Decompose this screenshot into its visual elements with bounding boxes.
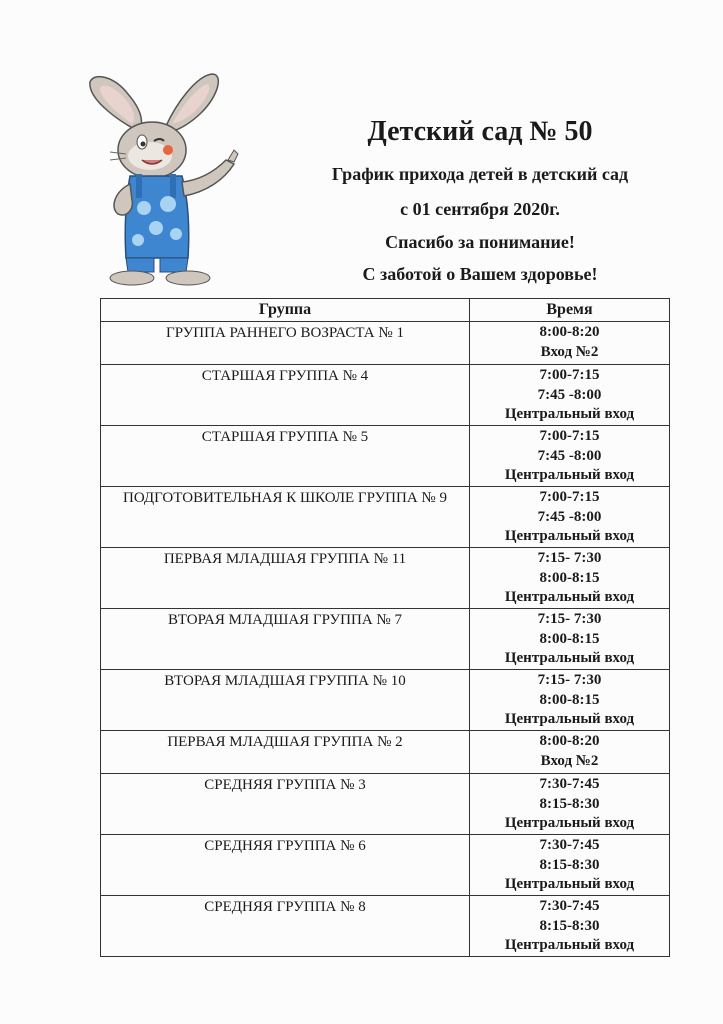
time-slot: 7:15- 7:30 bbox=[537, 611, 602, 627]
group-name-cell: СРЕДНЯЯ ГРУППА № 6 bbox=[101, 835, 470, 896]
time-cell bbox=[470, 365, 670, 426]
group-name-cell: СРЕДНЯЯ ГРУППА № 8 bbox=[101, 896, 470, 957]
entrance-label: Центральный вход bbox=[504, 937, 635, 953]
time-cell bbox=[470, 487, 670, 548]
time-cell bbox=[470, 835, 670, 896]
entrance-label: Центральный вход bbox=[504, 876, 635, 892]
table-row bbox=[101, 609, 670, 670]
time-cell bbox=[470, 731, 670, 774]
group-name-cell: ПОДГОТОВИТЕЛЬНАЯ К ШКОЛЕ ГРУППА № 9 bbox=[101, 487, 470, 548]
thanks-line: Спасибо за понимание! bbox=[385, 232, 575, 252]
time-column-header: Время bbox=[470, 299, 670, 322]
entrance-label: Центральный вход bbox=[504, 589, 635, 605]
time-slot: 7:00-7:15 bbox=[539, 367, 600, 383]
time-slot: 7:30-7:45 bbox=[539, 837, 600, 853]
time-slot: 7:00-7:15 bbox=[539, 428, 600, 444]
group-name-cell: ВТОРАЯ МЛАДШАЯ ГРУППА № 10 bbox=[101, 670, 470, 731]
cartoon-bunny-icon bbox=[84, 68, 244, 288]
time-cell bbox=[470, 670, 670, 731]
time-slot: 7:15- 7:30 bbox=[537, 672, 602, 688]
time-slot: 7:00-7:15 bbox=[539, 489, 600, 505]
group-name-cell: СТАРШАЯ ГРУППА № 5 bbox=[101, 426, 470, 487]
entrance-label: Вход №2 bbox=[540, 752, 599, 769]
group-name-cell: СРЕДНЯЯ ГРУППА № 3 bbox=[101, 774, 470, 835]
time-cell bbox=[470, 609, 670, 670]
table-row bbox=[101, 426, 670, 487]
table-row bbox=[101, 670, 670, 731]
time-slot: 8:00-8:15 bbox=[539, 691, 600, 708]
time-slot: 8:00-8:15 bbox=[539, 630, 600, 647]
table-row bbox=[101, 365, 670, 426]
time-slot: 8:00-8:15 bbox=[539, 569, 600, 586]
time-slot: 7:45 -8:00 bbox=[537, 508, 602, 525]
time-slot: 7:30-7:45 bbox=[539, 898, 600, 914]
time-slot: 8:15-8:30 bbox=[539, 917, 600, 934]
table-row bbox=[101, 548, 670, 609]
time-slot: 7:45 -8:00 bbox=[537, 447, 602, 464]
group-name-cell: ПЕРВАЯ МЛАДШАЯ ГРУППА № 11 bbox=[101, 548, 470, 609]
time-slot: 8:00-8:20 bbox=[539, 324, 600, 340]
entrance-label: Центральный вход bbox=[504, 711, 635, 727]
table-row bbox=[101, 835, 670, 896]
table-row bbox=[101, 774, 670, 835]
date-line: с 01 сентября 2020г. bbox=[400, 199, 560, 219]
time-slot: 7:30-7:45 bbox=[539, 776, 600, 792]
entrance-label: Центральный вход bbox=[504, 467, 635, 483]
time-slot: 8:15-8:30 bbox=[539, 856, 600, 873]
entrance-label: Центральный вход bbox=[504, 650, 635, 666]
schedule-subtitle: График прихода детей в детский сад bbox=[331, 164, 629, 184]
entrance-label: Центральный вход bbox=[504, 406, 635, 422]
time-cell bbox=[470, 322, 670, 365]
time-cell bbox=[470, 548, 670, 609]
time-slot: 8:15-8:30 bbox=[539, 795, 600, 812]
time-slot: 7:45 -8:00 bbox=[537, 386, 602, 403]
time-cell bbox=[470, 774, 670, 835]
entrance-label: Центральный вход bbox=[504, 815, 635, 831]
table-row bbox=[101, 322, 670, 365]
time-slot: 8:00-8:20 bbox=[539, 733, 600, 749]
time-cell bbox=[470, 426, 670, 487]
table-row bbox=[101, 731, 670, 774]
group-column-header: Группа bbox=[101, 299, 470, 322]
time-slot: 7:15- 7:30 bbox=[537, 550, 602, 566]
table-header-row bbox=[101, 299, 670, 322]
entrance-label: Вход №2 bbox=[540, 343, 599, 360]
time-cell bbox=[470, 896, 670, 957]
group-name-cell: СТАРШАЯ ГРУППА № 4 bbox=[101, 365, 470, 426]
entrance-label: Центральный вход bbox=[504, 528, 635, 544]
schedule-table bbox=[100, 298, 670, 957]
page-title: Детский сад № 50 bbox=[367, 116, 593, 147]
group-name-cell: ПЕРВАЯ МЛАДШАЯ ГРУППА № 2 bbox=[101, 731, 470, 774]
table-row bbox=[101, 896, 670, 957]
care-line: С заботой о Вашем здоровье! bbox=[362, 264, 598, 284]
table-row bbox=[101, 487, 670, 548]
group-name-cell: ВТОРАЯ МЛАДШАЯ ГРУППА № 7 bbox=[101, 609, 470, 670]
group-name-cell: ГРУППА РАННЕГО ВОЗРАСТА № 1 bbox=[101, 322, 470, 365]
